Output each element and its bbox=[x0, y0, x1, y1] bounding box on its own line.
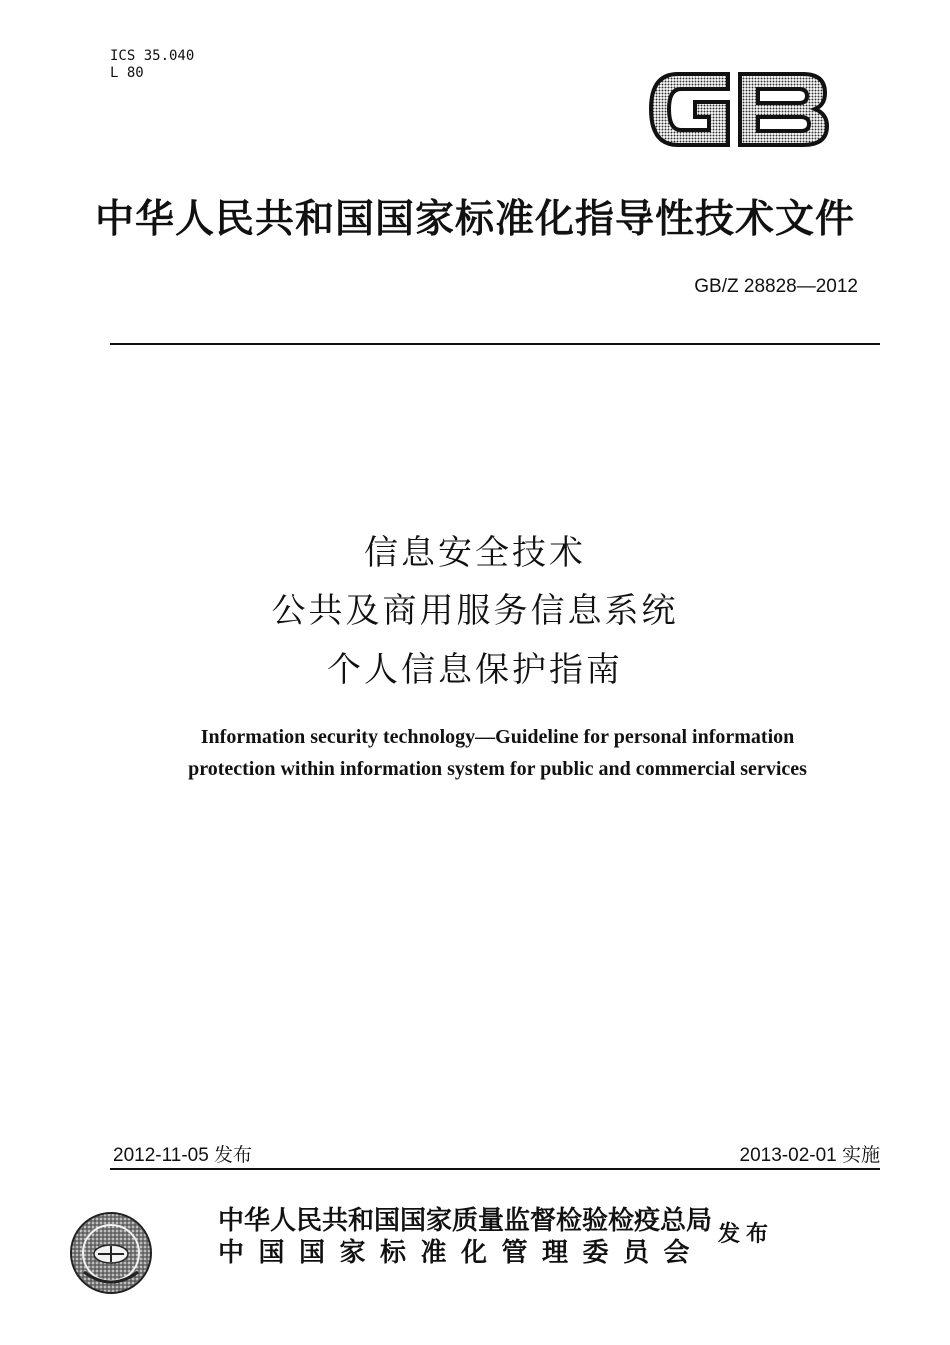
ics-classification bbox=[110, 48, 194, 82]
gb-logo bbox=[643, 62, 833, 157]
document-type-title: 中华人民共和国国家标准化指导性技术文件 bbox=[94, 196, 855, 242]
title-en-line-2: protection within information system for public and commercial services bbox=[188, 758, 807, 780]
implementation-date: 2013-02-01 实施 bbox=[739, 1145, 880, 1166]
official-seal-stamp bbox=[68, 1210, 154, 1296]
title-en-line-1: Information security technology—Guideline for personal information bbox=[200, 726, 795, 748]
ics-code: ICS 35.040 bbox=[110, 48, 195, 64]
publish-label: 发布 bbox=[718, 1221, 775, 1247]
issuer-line-1: 中华人民共和国国家质量监督检验检疫总局 bbox=[218, 1206, 713, 1236]
standard-number: GB/Z 28828—2012 bbox=[694, 276, 858, 297]
bottom-divider bbox=[110, 1168, 880, 1170]
classification-code: L 80 bbox=[110, 65, 144, 81]
issue-date: 2012-11-05 发布 bbox=[113, 1145, 253, 1166]
title-cn-line-3: 个人信息保护指南 bbox=[327, 650, 623, 690]
issuer-line-2: 中国国家标准化管理委员会 bbox=[218, 1238, 705, 1268]
top-divider bbox=[110, 343, 880, 345]
title-cn-line-1: 信息安全技术 bbox=[364, 533, 586, 573]
title-cn-line-2: 公共及商用服务信息系统 bbox=[271, 591, 679, 631]
